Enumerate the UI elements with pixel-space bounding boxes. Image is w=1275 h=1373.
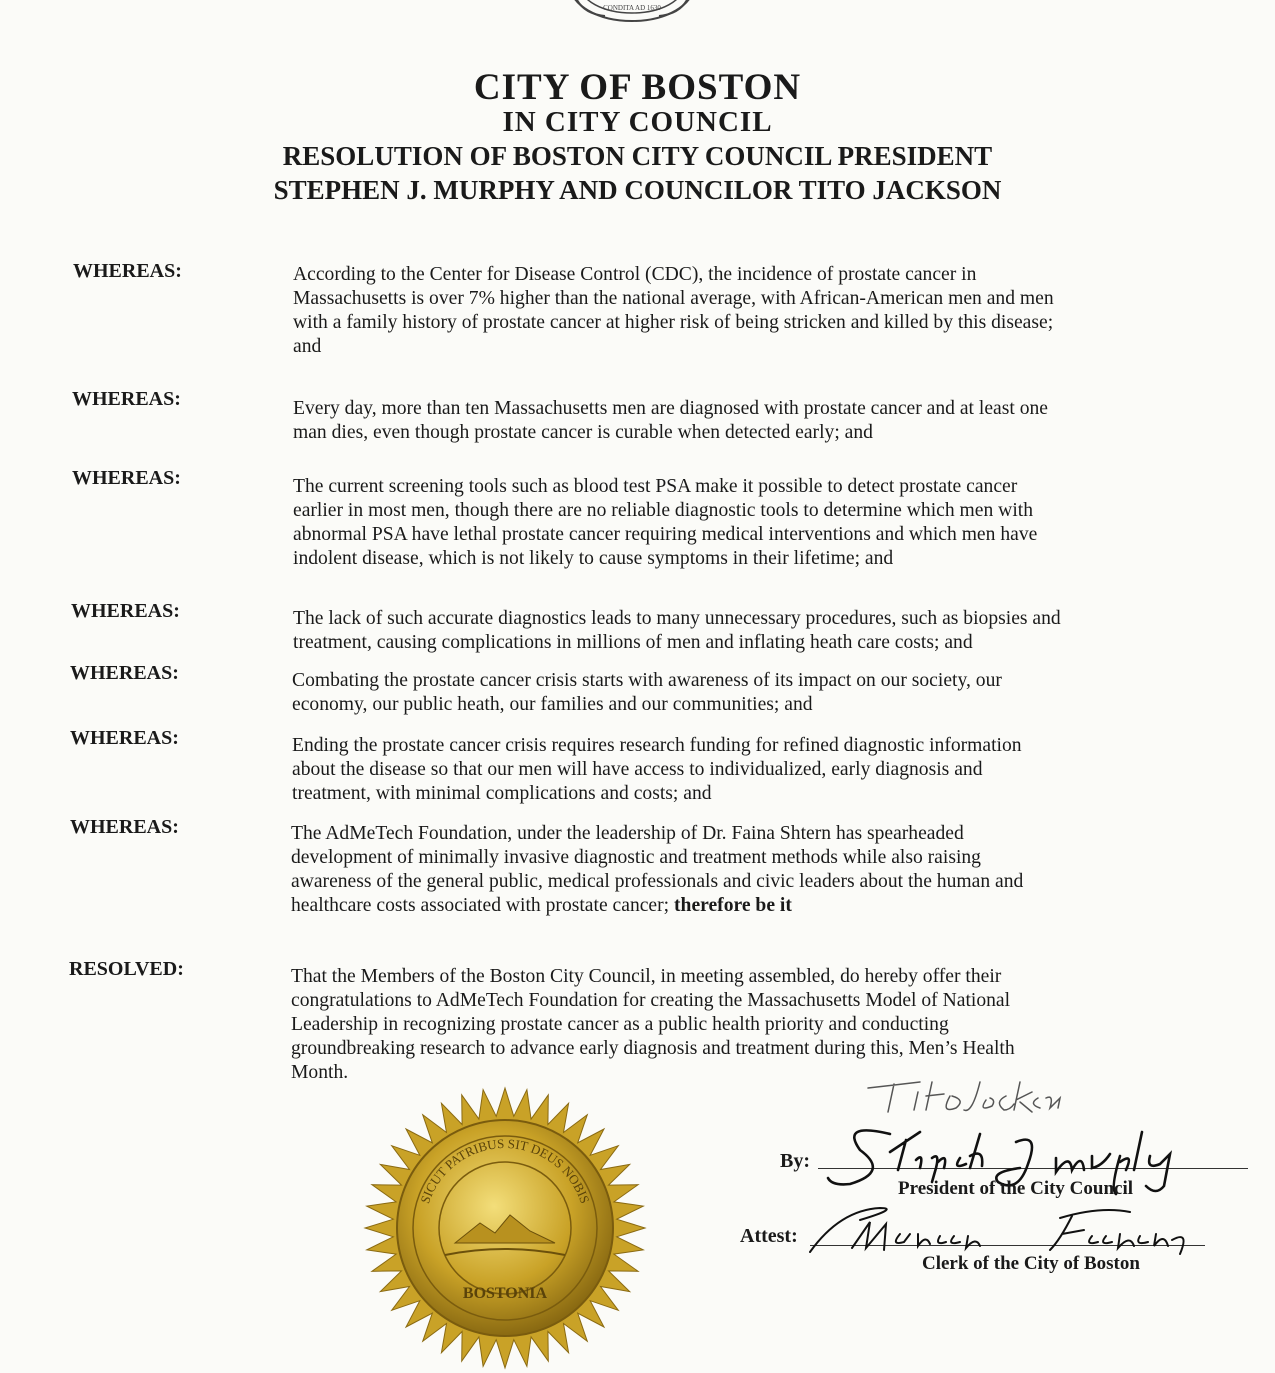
clause-text: The current screening tools such as blood test PSA make it possible to detect prostate cancer earlier in most men, though there are no reliable diagnostic tools to determine which men with abnormal PSA have lethal prostate cancer requiring medical interventions and which men have indolent disease, which is not likely to cause symptoms in their lifetime; and — [293, 476, 1038, 569]
clause-label: WHEREAS: — [72, 467, 181, 489]
clerk-signature — [800, 1200, 1220, 1260]
attest-label: Attest: — [740, 1225, 798, 1247]
title-council: IN CITY COUNCIL — [502, 106, 773, 138]
president-title: President of the City Council — [898, 1178, 1134, 1199]
clause-text: Ending the prostate cancer crisis requires research funding for refined diagnostic information about the disease so that our men will have access to individualized, early diagnosis and treatment, with minimal complications and costs; and — [292, 735, 1022, 804]
clause-label: WHEREAS: — [73, 260, 182, 282]
clause-label: WHEREAS: — [71, 600, 180, 622]
clause-label: WHEREAS: — [70, 662, 179, 684]
clause-text: According to the Center for Disease Control (CDC), the incidence of prostate cancer in Massachusetts is over 7% higher than the national average, with African-American men and men with a family history of prostate cancer at higher risk of being stricken and killed by this disease; and — [293, 264, 1054, 357]
svg-text:CONDITA AD 1630: CONDITA AD 1630 — [603, 4, 661, 12]
resolution-heading-line1: RESOLUTION OF BOSTON CITY COUNCIL PRESIDENT — [282, 141, 993, 171]
clause-text: Every day, more than ten Massachusetts men are diagnosed with prostate cancer and at least one man dies, even though prostate cancer is curable when detected early; and — [293, 398, 1048, 443]
resolution-heading-line2: STEPHEN J. MURPHY AND COUNCILOR TITO JACKSON — [273, 175, 1002, 205]
clause-text: The lack of such accurate diagnostics leads to many unnecessary procedures, such as biopsies and treatment, causing complications in millions of men and inflating heath care costs; and — [293, 608, 1061, 653]
gold-city-seal — [360, 1083, 650, 1373]
therefore-be-it: therefore be it — [674, 895, 792, 916]
city-seal-top — [565, 0, 700, 25]
resolved-label: RESOLVED: — [69, 958, 184, 980]
clause-text: The AdMeTech Foundation, under the leadership of Dr. Faina Shtern has spearheaded development of minimally invasive diagnostic and treatment methods while also raising awareness of the general public, medical professionals and civic leaders about the human and healthcare costs associated with prostate cancer; therefore be it — [291, 823, 1024, 916]
seal-motto: SICUT PATRIBUS SIT DEUS NOBIS — [417, 1135, 593, 1206]
seal-city-name: BOSTONIA — [462, 1285, 548, 1302]
clause-text: Combating the prostate cancer crisis starts with awareness of its impact on our society, our economy, our public heath, our families and our communities; and — [292, 670, 1002, 715]
by-label: By: — [780, 1150, 810, 1172]
clause-label: WHEREAS: — [70, 816, 179, 838]
clause-label: WHEREAS: — [72, 388, 181, 410]
title-city: CITY OF BOSTON — [473, 67, 802, 108]
clause-label: WHEREAS: — [70, 727, 179, 749]
resolved-text: That the Members of the Boston City Council, in meeting assembled, do hereby offer their congratulations to AdMeTech Foundation for creating the Massachusetts Model of National Leadership in recognizing prostate cancer as a public health priority and conducting groundbreaking research to advance early diagnosis and treatment during this, Men’s Health Month. — [291, 966, 1015, 1083]
clerk-title: Clerk of the City of Boston — [922, 1253, 1140, 1274]
